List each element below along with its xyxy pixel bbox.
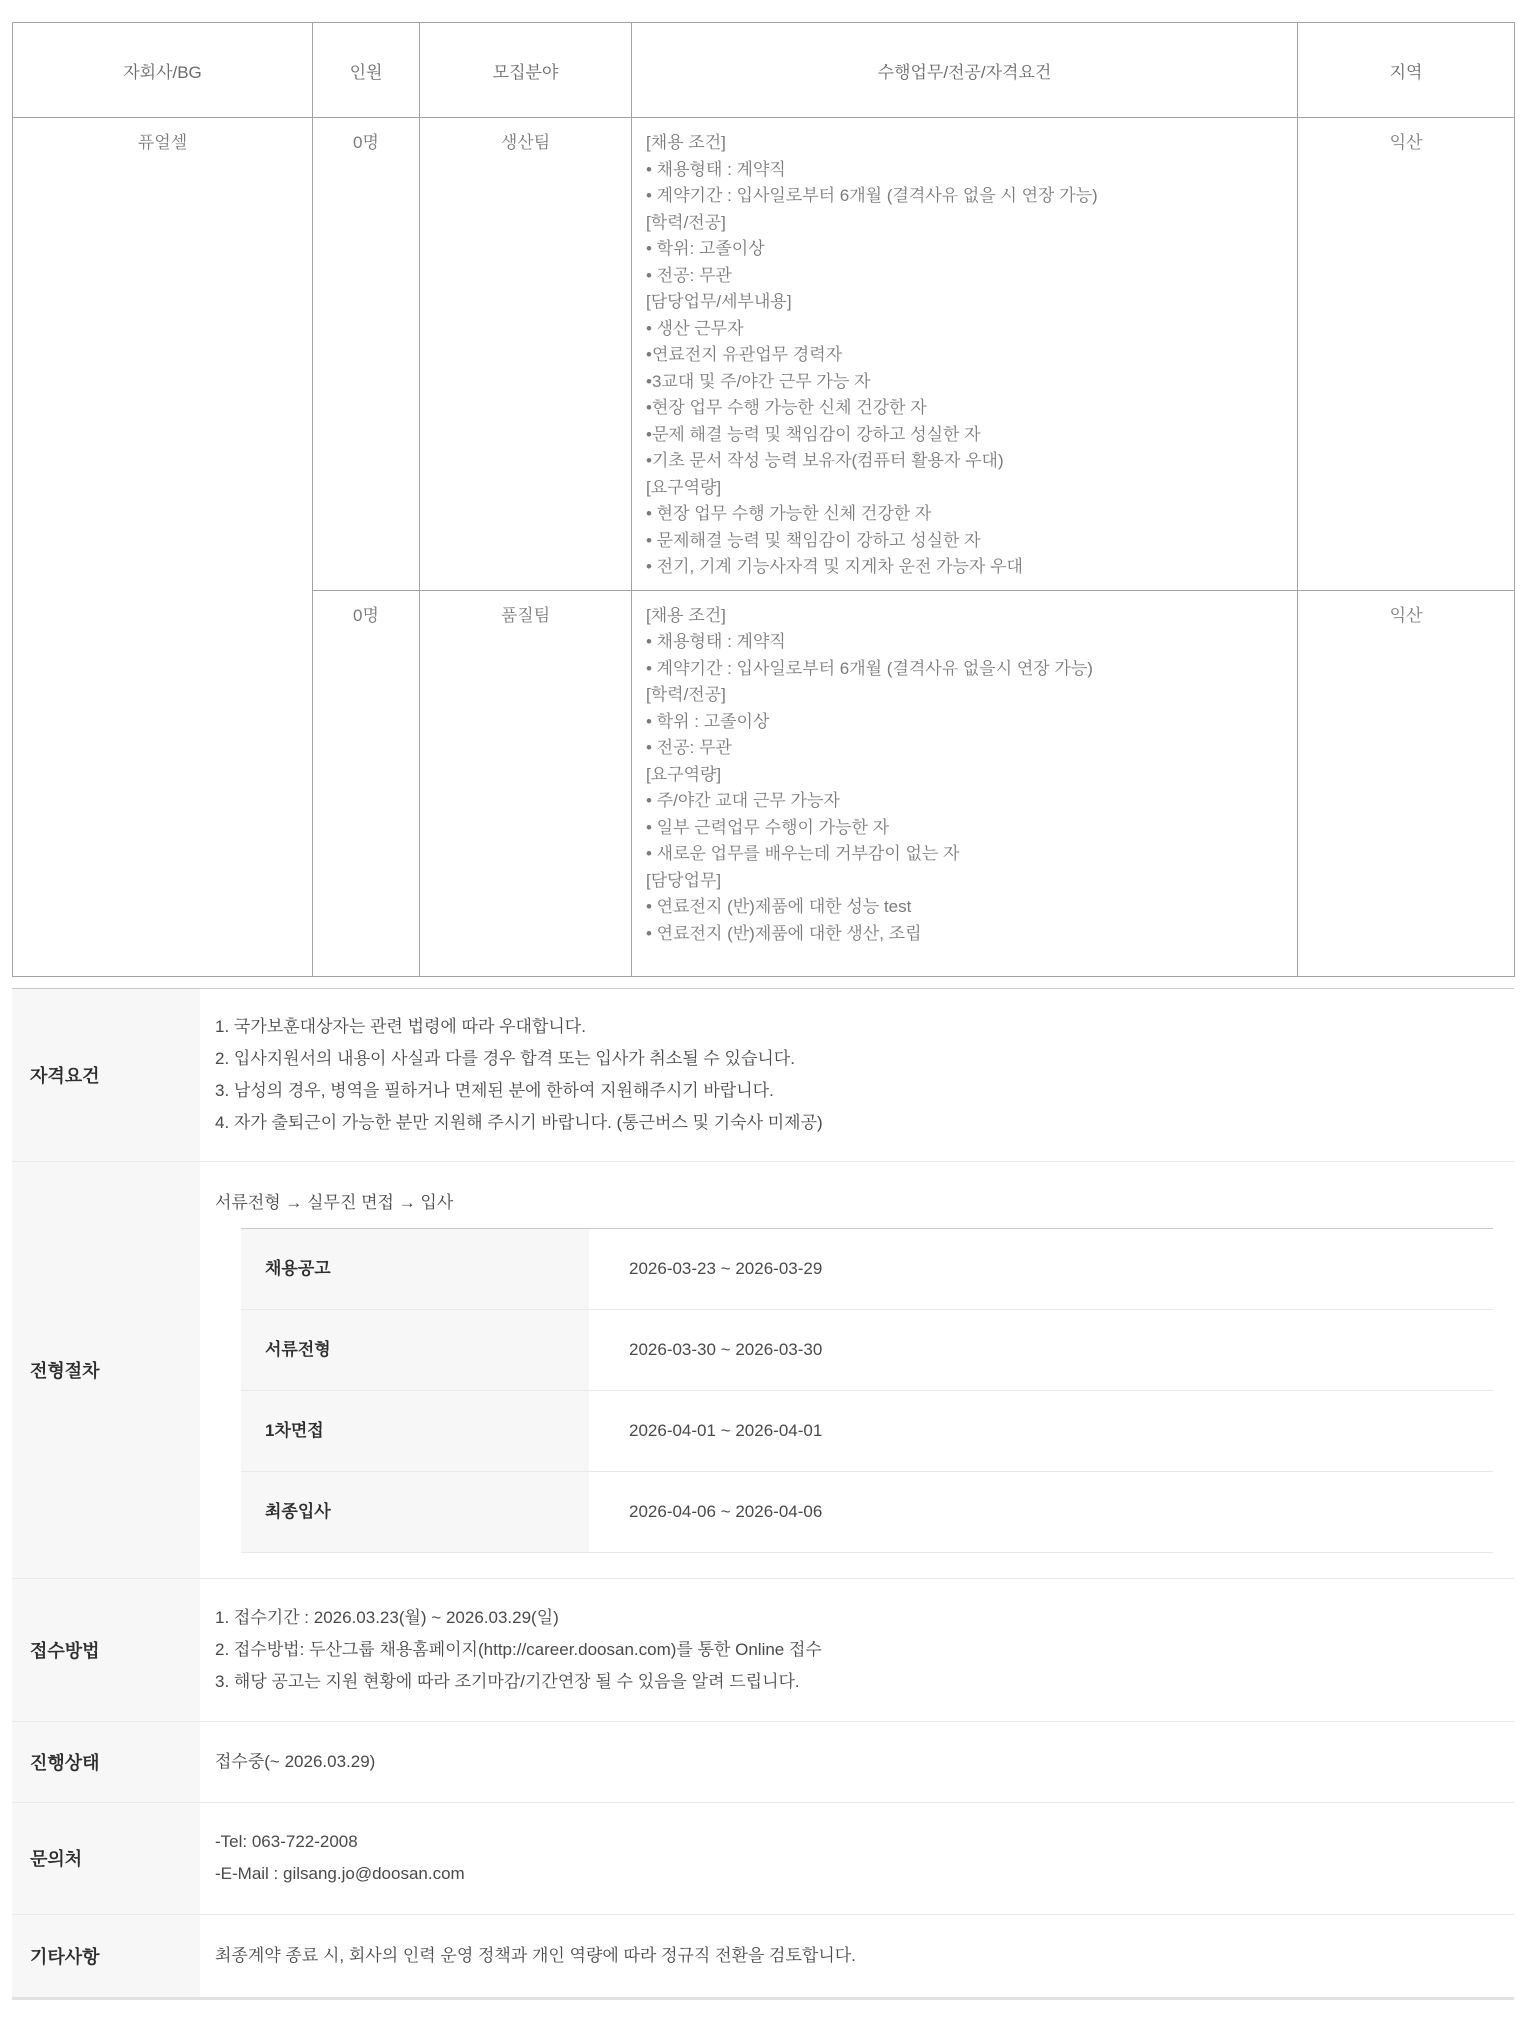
section-label: 문의처 [12, 1803, 200, 1914]
duty-line: •3교대 및 주/야간 근무 가능 자 [646, 371, 871, 391]
duty-line: • 현장 업무 수행 가능한 신체 건강한 자 [646, 504, 932, 523]
schedule-period: 2026-04-06 ~ 2026-04-06 [589, 1471, 1493, 1552]
duty-line: •연료전지 유관업무 경력자 [646, 345, 843, 364]
duty-line: [요구역량] [646, 477, 722, 497]
schedule-stage: 서류전형 [241, 1309, 589, 1390]
header-headcount: 인원 [313, 23, 420, 118]
duty-line: • 학위 : 고졸이상 [646, 711, 770, 731]
duty-line: • 계약기간 : 입사일로부터 6개월 (결격사유 없을 시 연장 가능) [646, 186, 1098, 205]
duty-line: •현장 업무 수행 가능한 신체 건강한 자 [646, 398, 927, 417]
duty-line: • 전기, 기계 기능사자격 및 지게차 운전 가능자 우대 [646, 557, 1023, 576]
duty-line: [학력/전공] [646, 685, 726, 704]
process-flow-text: 서류전형 → 실무진 면접 → 입사 [215, 1192, 454, 1212]
section-etc [12, 1915, 1514, 1997]
headcount-cell: 0명 [313, 118, 420, 591]
schedule-row [241, 1471, 1493, 1552]
process-content [200, 1162, 1522, 1578]
duty-line: • 새로운 업무를 배우는데 거부감이 없는 자 [646, 844, 960, 863]
duty-line: [담당업무/세부내용] [646, 292, 792, 311]
job-posting-table [12, 22, 1515, 977]
recruit-info-block [12, 988, 1514, 2000]
region-cell: 익산 [1298, 118, 1515, 591]
duty-line: • 연료전지 (반)제품에 대한 생산, 조립 [646, 923, 922, 943]
etc-line: 최종계약 종료 시, 회사의 인력 운영 정책과 개인 역량에 따라 정규직 전환을 검토합니다. [215, 1945, 856, 1965]
headcount-cell: 0명 [313, 590, 420, 976]
duty-line: [학력/전공] [646, 212, 726, 232]
process-schedule-table [241, 1228, 1493, 1553]
section-label: 접수방법 [12, 1579, 200, 1721]
schedule-row [241, 1390, 1493, 1471]
contact-lines [200, 1803, 1514, 1914]
duty-line: [채용 조건] [646, 605, 726, 625]
duty-line: • 일부 근력업무 수행이 가능한 자 [646, 817, 890, 837]
qualification-line: 2. 입사지원서의 내용이 사실과 다를 경우 합격 또는 입사가 취소될 수 있습니다. [215, 1048, 795, 1068]
section-apply [12, 1579, 1514, 1722]
duty-line: • 생산 근무자 [646, 318, 744, 338]
schedule-stage: 최종입사 [241, 1471, 589, 1552]
duty-line: •기초 문서 작성 능력 보유자(컴퓨터 활용자 우대) [646, 451, 1004, 470]
qualification-lines [200, 989, 1514, 1161]
section-label: 진행상태 [12, 1722, 200, 1802]
duty-line: • 채용형태 : 계약직 [646, 159, 786, 179]
section-qualification [12, 989, 1514, 1162]
schedule-row [241, 1309, 1493, 1390]
region-cell: 익산 [1298, 590, 1515, 976]
header-region: 지역 [1298, 23, 1515, 118]
duty-line: • 문제해결 능력 및 책임감이 강하고 성실한 자 [646, 530, 981, 550]
duty-line: •문제 해결 능력 및 책임감이 강하고 성실한 자 [646, 424, 981, 444]
section-label: 전형절차 [12, 1162, 200, 1578]
apply-lines [200, 1579, 1514, 1721]
header-team: 모집분야 [420, 23, 632, 118]
duty-line: [채용 조건] [646, 133, 726, 152]
schedule-row [241, 1228, 1493, 1309]
etc-lines [200, 1915, 1514, 1997]
duty-line: [담당업무] [646, 870, 722, 890]
duty-line: • 전공: 무관 [646, 738, 732, 757]
section-label: 기타사항 [12, 1915, 200, 1997]
duty-line: • 계약기간 : 입사일로부터 6개월 (결격사유 없을시 연장 가능) [646, 658, 1093, 678]
duty-line: • 채용형태 : 계약직 [646, 632, 786, 651]
duties-detail-list [646, 130, 1281, 581]
section-contact [12, 1803, 1514, 1915]
status-line: 접수중(~ 2026.03.29) [215, 1751, 376, 1771]
company-cell: 퓨얼셀 [13, 118, 313, 977]
qualification-line: 1. 국가보훈대상자는 관련 법령에 따라 우대합니다. [215, 1016, 586, 1036]
schedule-stage: 1차면접 [241, 1390, 589, 1471]
qualification-line: 3. 남성의 경우, 병역을 필하거나 면제된 분에 한하여 지원해주시기 바랍니다. [215, 1080, 774, 1100]
duties-cell [632, 118, 1298, 591]
section-process [12, 1162, 1514, 1579]
job-table-header-row [13, 23, 1515, 118]
duty-line: • 학위: 고졸이상 [646, 239, 765, 258]
duty-line: • 전공: 무관 [646, 265, 732, 285]
contact-line: -E-Mail : gilsang.jo@doosan.com [215, 1864, 465, 1883]
duties-cell [632, 590, 1298, 976]
job-row-production [13, 118, 1515, 591]
section-status [12, 1722, 1514, 1803]
qualification-line: 4. 자가 출퇴근이 가능한 분만 지원해 주시기 바랍니다. (통근버스 및 기숙사 미제공) [215, 1112, 823, 1132]
team-cell: 품질팀 [420, 590, 632, 976]
duties-detail-list [646, 603, 1281, 948]
contact-line: -Tel: 063-722-2008 [215, 1832, 358, 1851]
duty-line: • 연료전지 (반)제품에 대한 성능 test [646, 897, 912, 916]
apply-line: 1. 접수기간 : 2026.03.23(월) ~ 2026.03.29(일) [215, 1607, 559, 1627]
duty-line: [요구역량] [646, 764, 722, 784]
status-lines [200, 1722, 1514, 1802]
section-label: 자격요건 [12, 989, 200, 1161]
apply-line: 3. 해당 공고는 지원 현황에 따라 조기마감/기간연장 될 수 있음을 알려 드립니다. [215, 1671, 800, 1691]
header-duties: 수행업무/전공/자격요건 [632, 23, 1298, 118]
schedule-period: 2026-03-30 ~ 2026-03-30 [589, 1309, 1493, 1390]
team-cell: 생산팀 [420, 118, 632, 591]
schedule-period: 2026-03-23 ~ 2026-03-29 [589, 1228, 1493, 1309]
schedule-stage: 채용공고 [241, 1228, 589, 1309]
duty-line: • 주/야간 교대 근무 가능자 [646, 791, 840, 810]
schedule-period: 2026-04-01 ~ 2026-04-01 [589, 1390, 1493, 1471]
header-company: 자회사/BG [13, 23, 313, 118]
apply-line: 2. 접수방법: 두산그룹 채용홈페이지(http://career.doosan.com)를 통한 Online 접수 [215, 1639, 822, 1659]
